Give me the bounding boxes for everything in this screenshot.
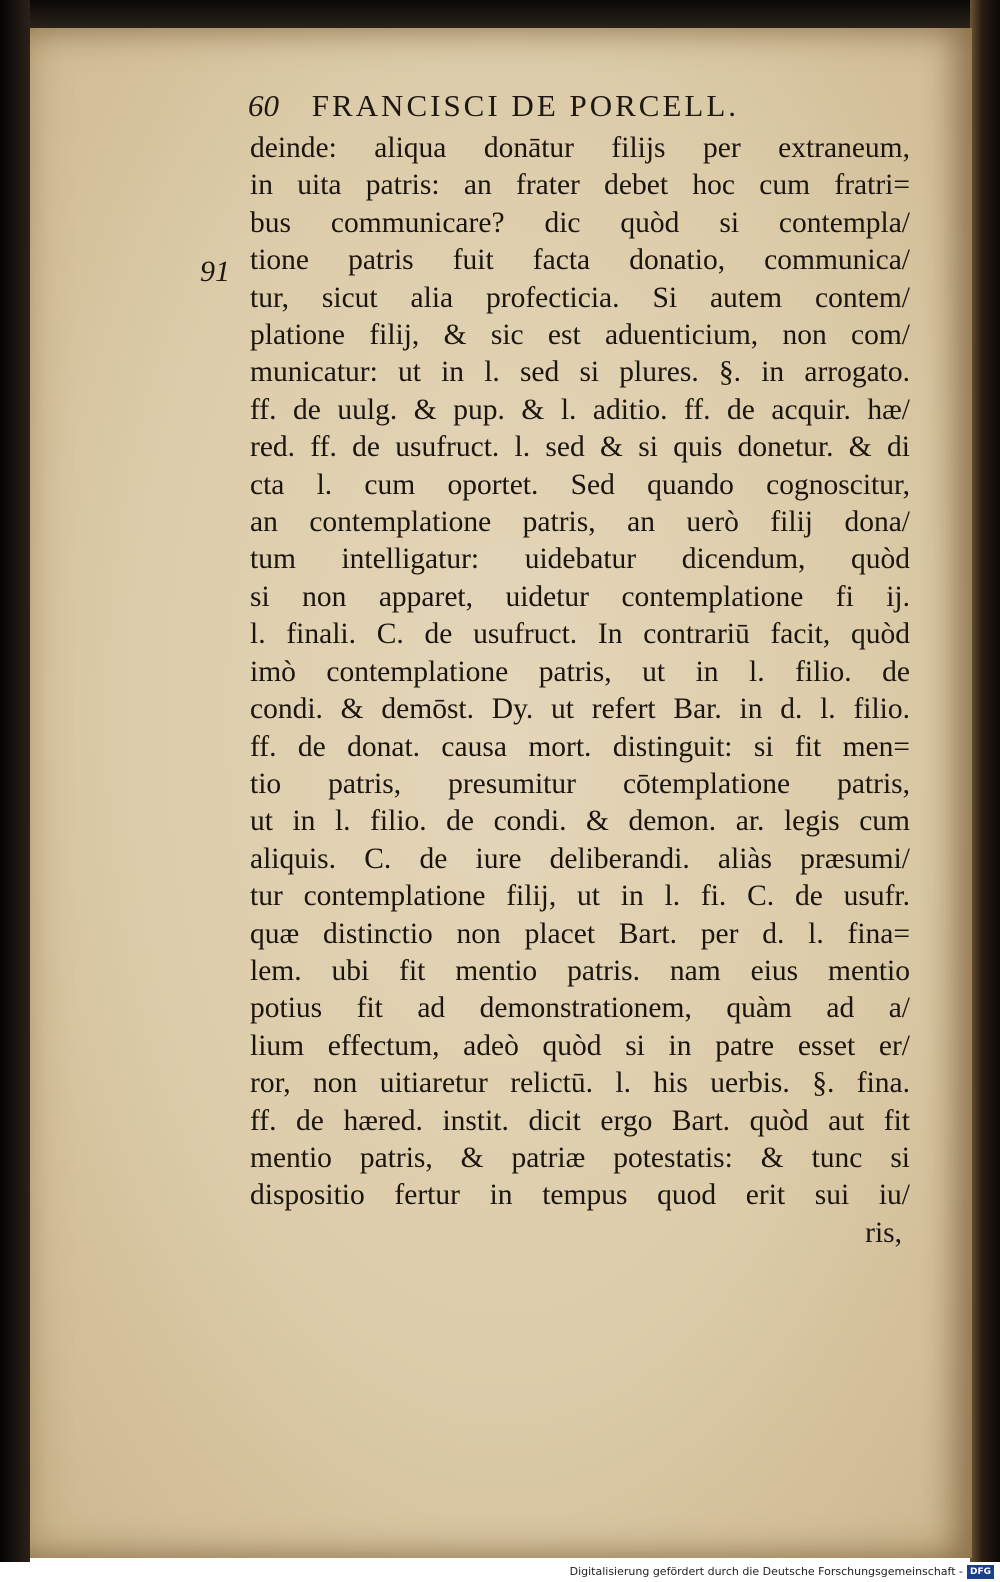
text-line: quæ distinctio non placet Bart. per d. l. fina=	[250, 917, 910, 950]
text-line: municatur: ut in l. sed si plures. §. in arrogato.	[250, 356, 910, 389]
text-line: ff. de uulg. & pup. & l. aditio. ff. de acquir. hæ/	[250, 393, 910, 426]
text-line: mentio patris, & patriæ potestatis: & tunc si	[250, 1141, 910, 1174]
text-line: tum intelligatur: uidebatur dicendum, quòd	[250, 543, 910, 576]
text-line: platione filij, & sic est aduenticium, non com/	[250, 319, 910, 352]
text-line: tione patris fuit facta donatio, communica/	[250, 244, 910, 277]
text-line: tio patris, presumitur cōtemplatione patris,	[250, 767, 910, 800]
text-line: cta l. cum oportet. Sed quando cognoscitur,	[250, 468, 910, 501]
dfg-logo-icon: DFG	[967, 1565, 994, 1579]
body-text	[250, 130, 910, 1252]
catchword: ris,	[865, 1216, 902, 1249]
scan-border-left	[0, 0, 30, 1562]
text-line: ff. de donat. causa mort. distinguit: si fit men=	[250, 730, 910, 763]
page-header	[248, 88, 898, 124]
text-line: potius fit ad demonstrationem, quàm ad a/	[250, 992, 910, 1025]
text-line: deinde: aliqua donātur filijs per extraneum,	[250, 132, 910, 164]
text-line: l. finali. C. de usufruct. In contrariū facit, quòd	[250, 618, 910, 651]
margin-note-number: 91	[200, 255, 230, 288]
running-head: FRANCISCI DE PORCELL.	[311, 88, 740, 123]
text-line: ror, non uitiaretur relictū. l. his uerbis. §. fina.	[250, 1067, 910, 1100]
book-spine	[970, 0, 1000, 1562]
text-line: imò contemplatione patris, ut in l. filio. de	[250, 655, 910, 688]
text-line: lem. ubi fit mentio patris. nam eius mentio	[250, 954, 910, 987]
text-line: tur contemplatione filij, ut in l. fi. C. de usufr.	[250, 880, 910, 913]
text-line: in uita patris: an frater debet hoc cum fratri=	[250, 169, 910, 202]
text-line: condi. & demōst. Dy. ut refert Bar. in d. l. filio.	[250, 693, 910, 726]
funding-notice: Digitalisierung gefördert durch die Deutsche Forschungsgemeinschaft -	[569, 1565, 963, 1578]
funding-footer	[0, 1562, 1000, 1582]
scan-border-top	[0, 0, 1000, 28]
text-line: tur, sicut alia profecticia. Si autem contem/	[250, 281, 910, 314]
text-line: red. ff. de usufruct. l. sed & si quis donetur. & di	[250, 431, 910, 464]
text-line: bus communicare? dic quòd si contempla/	[250, 206, 910, 239]
page-number: 60	[248, 88, 279, 123]
text-line: si non apparet, uidetur contemplatione fi ij.	[250, 580, 910, 613]
text-line: ut in l. filio. de condi. & demon. ar. legis cum	[250, 805, 910, 838]
text-line: an contemplatione patris, an uerò filij dona/	[250, 506, 910, 539]
text-line: dispositio fertur in tempus quod erit sui iu/	[250, 1179, 910, 1212]
text-line: lium effectum, adeò quòd si in patre esset er/	[250, 1029, 910, 1062]
text-line: ff. de hæred. instit. dicit ergo Bart. quòd aut fit	[250, 1104, 910, 1137]
text-line: aliquis. C. de iure deliberandi. aliàs præsumi/	[250, 842, 910, 875]
